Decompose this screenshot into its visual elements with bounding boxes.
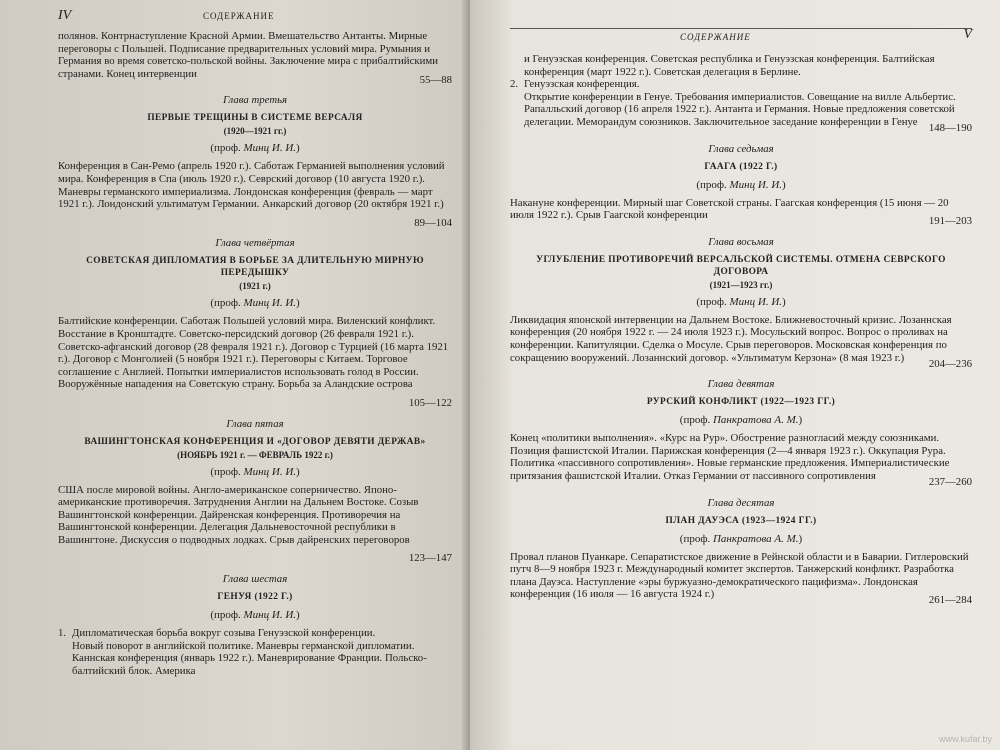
toc-chapter-4 <box>58 237 452 409</box>
chapter-title: ПЕРВЫЕ ТРЕЩИНЫ В СИСТЕМЕ ВЕРСАЛЯ <box>147 113 363 124</box>
toc-chapter-9 <box>510 378 972 488</box>
toc-entry-continuation: полянов. Контрнаступление Красной Армии. Вмешательство Антанты. Мирные переговоры с Польшей. Подписание предварительных условий мира. Румыния и Германия во время советско-польской войны. Заключение мира с прибалтийскими странами. Конец интервенции 55—88 <box>58 30 452 86</box>
chapter-author: (проф. Минц И. И.) <box>210 142 300 155</box>
chapter-contents: Конференция в Сан-Ремо (апрель 1920 г.). Саботаж Германией выполнения условий мира. Конференция в Спа (июль 1920 г.). Севрский договор (10 августа 1920 г.). Маневры германского империализма. Лондонская конференция (февраль — март 1921 г.). Лондонский ультиматум Германии. Анкарский договор (20 октября 1921 г.) 89—104 <box>58 160 452 229</box>
chapter-author: (проф. Минц И. И.) <box>696 295 786 308</box>
toc-page-range: 191—203 <box>928 215 972 228</box>
chapter-contents: Ликвидация японской интервенции на Дальнем Востоке. Ближневосточный кризис. Лозаннская конференция (20 ноября 1922 г. — 24 июля 1923 г.). Мосульский вопрос. Вопрос о проливах на конференции. Капитуляции. Сделка о Мосуле. Срыв переговоров. Московская конференция по сокращению вооружений. Лозаннский договор. «Ультиматум Керзона» (8 мая 1923 г.) 204—236 <box>510 313 972 370</box>
chapter-contents: Балтийские конференции. Саботаж Польшей условий мира. Виленский конфликт. Восстание в Кронштадте. Советско-персидский договор (26 февраля 1921 г.). Советско-афганский договор (28 февраля 1921 г.). Договор с Турцией (16 марта 1921 г.). Договор с Монголией (5 ноября 1921 г.). Переговоры с Китаем. Торговое соглашение с Англией. Попытки империалистов использовать голод в России. Вооружённые нападения на Советскую страну. Борьба за Аландские острова 105—122 <box>58 315 452 409</box>
toc-chapter-8 <box>510 236 972 370</box>
chapter-label: Глава восьмая <box>708 235 774 248</box>
toc-page-range: 261—284 <box>928 594 972 607</box>
right-page-number: V <box>963 27 972 42</box>
chapter-label: Глава шестая <box>222 573 288 586</box>
chapter-title: УГЛУБЛЕНИЕ ПРОТИВОРЕЧИЙ ВЕРСАЛЬСКОЙ СИСТЕМЫ. ОТМЕНА СЕВРСКОГО ДОГОВОРА <box>536 254 946 277</box>
right-page <box>470 0 1000 750</box>
toc-page-range: 204—236 <box>928 357 972 370</box>
chapter-years: (1921 г.) <box>239 281 271 292</box>
chapter-contents: Открытие конференции в Генуе. Требования империалистов. Совещание на вилле Альбертис. Рапалльский договор (16 апреля 1922 г.). Антанта и Германия. Новые предложения советской делегации. Меморандум союзников. Заключительное заседание конференции в Генуе 148—190 <box>524 90 972 134</box>
chapter-item: Новый поворот в английской политике. Маневры германской дипломатии. Каннская конференция (январь 1922 г.). Маневрирование Франции. Польско-балтийский блок. Америка <box>72 639 427 677</box>
left-page <box>0 0 470 750</box>
chapter-title: ГЕНУЯ (1922 Г.) <box>217 592 293 603</box>
chapter-years: (1921—1923 гг.) <box>709 279 773 290</box>
toc-page-range: 55—88 <box>419 73 452 86</box>
chapter-years: (НОЯБРЬ 1921 г. — ФЕВРАЛЬ 1922 г.) <box>177 449 333 460</box>
chapter-title: ВАШИНГТОНСКАЯ КОНФЕРЕНЦИЯ И «ДОГОВОР ДЕВЯТИ ДЕРЖАВ» <box>84 436 426 447</box>
right-header-title: СОДЕРЖАНИЕ <box>680 32 751 42</box>
left-page-header <box>58 8 452 30</box>
toc-page-range: 123—147 <box>408 552 452 565</box>
chapter-author: (проф. Панкратова А. М.) <box>679 414 803 427</box>
right-page-header <box>510 28 972 53</box>
toc-page-range: 89—104 <box>414 216 452 229</box>
chapter-item: 1. Дипломатическая борьба вокруг созыва Генуэзской конференции. <box>58 627 376 640</box>
chapter-contents: Накануне конференции. Мирный шаг Советской страны. Гаагская конференция (15 июня — 20 июля 1922 г.). Срыв Гаагской конференции 191—203 <box>510 196 972 228</box>
chapter-contents: Провал планов Пуанкаре. Сепаратистское движение в Рейнской области и в Баварии. Гитлеровский путч 8—9 ноября 1923 г. Международный комитет экспертов. Танжерский конфликт. Разработка плана Дауэса. Наступление «эры буржуазно-демократического пацифизма». Лондонская конференция (16 июля — 16 августа 1924 г.) 261—284 <box>510 550 972 607</box>
toc-page-range: 148—190 <box>928 121 972 134</box>
chapter-author: (проф. Минц И. И.) <box>696 178 786 191</box>
toc-page-range: 105—122 <box>408 396 452 409</box>
chapter-label: Глава десятая <box>707 496 775 509</box>
chapter-title: РУРСКИЙ КОНФЛИКТ (1922—1923 ГГ.) <box>646 397 836 408</box>
toc-chapter-5 <box>58 418 452 566</box>
chapter-item: 2. Генуэзская конференция. <box>510 78 640 91</box>
chapter-author: (проф. Минц И. И.) <box>210 465 300 478</box>
chapter-contents: Конец «политики выполнения». «Курс на Рур». Обострение разногласий между союзниками. Позиция фашистской Италии. Парижская конференция (2—4 января 1923 г.). Оккупация Рура. Политика «пассивного сопротивления». Новые германские предложения. Империалистические притязания фашистской Италии. Отказ Германии от пассивного сопротивления 237—260 <box>510 432 972 488</box>
chapter-label: Глава девятая <box>707 378 775 391</box>
toc-chapter-10 <box>510 497 972 607</box>
toc-entry-continuation: и Генуэзская конференция. Советская республика и Генуэзская конференция. Балтийская конференция (март 1922 г.). Советская делегация в Берлине. <box>524 53 935 78</box>
chapter-label: Глава седьмая <box>708 142 774 155</box>
chapter-label: Глава третья <box>222 94 288 107</box>
toc-chapter-7 <box>510 143 972 228</box>
left-page-number: IV <box>58 8 72 23</box>
chapter-label: Глава четвёртая <box>215 237 295 250</box>
chapter-contents: США после мировой войны. Англо-американское соперничество. Японо-американские противоречия. Затруднения Англии на Дальнем Востоке. Созыв Вашингтонской конференции. Дайренская конференция. Противоречия на Вашингтонской конференции. Делегация Дальневосточной республики в Вашингтоне. Дискуссия о подводных лодках. Срыв дайренских переговоров 123—147 <box>58 483 452 565</box>
watermark: www.kufar.by <box>938 734 992 744</box>
chapter-author: (проф. Панкратова А. М.) <box>679 532 803 545</box>
toc-chapter-6 <box>58 573 452 677</box>
left-header-title: СОДЕРЖАНИЕ <box>203 11 275 21</box>
chapter-author: (проф. Минц И. И.) <box>210 297 300 310</box>
chapter-label: Глава пятая <box>226 417 284 430</box>
chapter-title: СОВЕТСКАЯ ДИПЛОМАТИЯ В БОРЬБЕ ЗА ДЛИТЕЛЬНУЮ МИРНУЮ ПЕРЕДЫШКУ <box>86 256 424 279</box>
chapter-years: (1920—1921 гг.) <box>223 126 287 137</box>
chapter-author: (проф. Минц И. И.) <box>210 609 300 622</box>
chapter-title: ГААГА (1922 Г.) <box>704 161 778 172</box>
toc-page-range: 237—260 <box>928 475 972 488</box>
chapter-title: ПЛАН ДАУЭСА (1923—1924 ГГ.) <box>665 515 817 526</box>
toc-chapter-3 <box>58 94 452 229</box>
